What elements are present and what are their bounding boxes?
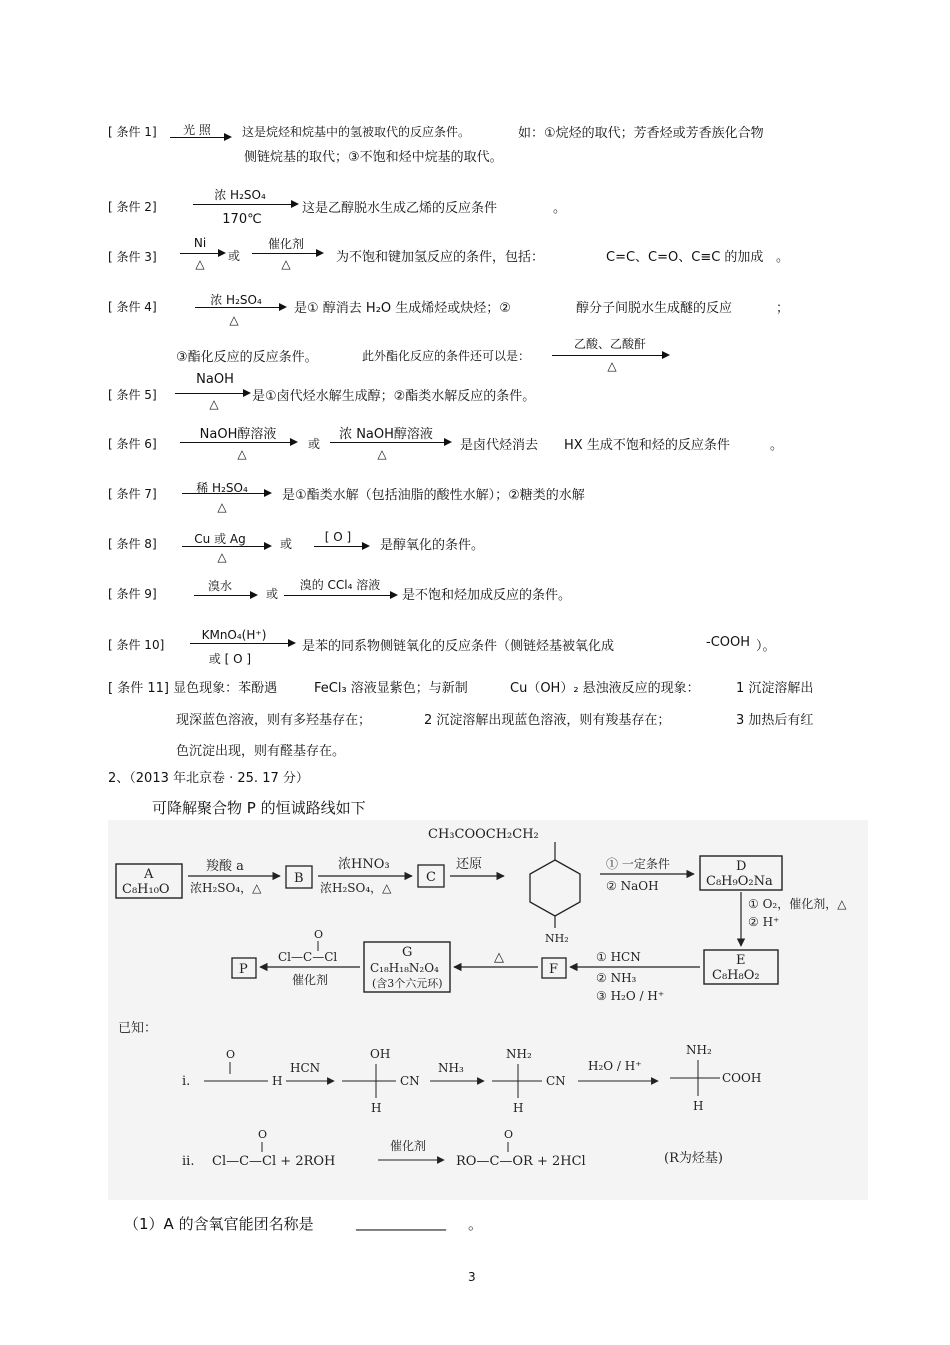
condition-4-tag: [ 条件 4] <box>108 300 157 314</box>
reaction-ii-note: (R为烃基) <box>664 1151 723 1166</box>
compound-g-formula: C₁₈H₁₈N₂O₄ <box>370 961 439 975</box>
scheme-top-formula: CH₃COOCH₂CH₂ <box>428 827 539 842</box>
reaction-i-h-3: H <box>693 1099 704 1113</box>
problem-header: 2、（2013 年北京卷 · 25. 17 分） <box>108 771 309 786</box>
condition-2-tail: 。 <box>553 201 567 216</box>
reaction-i-o: O <box>226 1048 236 1061</box>
condition-10-arrow <box>190 643 290 644</box>
reaction-i-h-1: H <box>371 1101 382 1115</box>
page-number: 3 <box>468 1270 476 1284</box>
condition-3-arrow2 <box>252 253 318 254</box>
condition-4-arrow <box>195 307 281 308</box>
reaction-i-cn-1: CN <box>400 1074 420 1088</box>
question-1-tail: 。 <box>468 1215 484 1233</box>
ring-nh2: NH₂ <box>545 932 569 945</box>
condition-6-arrow2-above: 浓 NaOH醇溶液 <box>339 427 433 442</box>
condition-11-line-2: 现深蓝色溶液，则有多羟基存在； <box>176 713 372 728</box>
condition-11-line-1b: FeCl₃ 溶液显紫色；与新制 <box>314 681 468 696</box>
g-to-p-reagent: Cl—C—Cl <box>278 950 338 964</box>
compound-f-label: F <box>549 962 559 977</box>
condition-9-arrow1 <box>194 595 252 596</box>
condition-7-arrow-above: 稀 H₂SO₄ <box>196 481 248 495</box>
reaction-i-hcn: HCN <box>290 1061 321 1075</box>
compound-g-label: G <box>402 945 413 960</box>
condition-10-tail: ）。 <box>756 639 776 654</box>
reaction-ii-label: ii. <box>182 1154 195 1169</box>
condition-2-text: 这是乙醇脱水生成乙烯的反应条件 <box>302 201 498 216</box>
compound-d-formula: C₈H₉O₂Na <box>706 874 773 889</box>
condition-10-arrow-below: 或 [ O ] <box>208 652 252 666</box>
condition-8-arrow1-above: Cu 或 Ag <box>194 532 246 546</box>
condition-3-arrow1-below: △ <box>195 257 205 271</box>
reaction-i-nh3: NH₃ <box>438 1061 464 1075</box>
condition-3-bonds: C=C、C=O、C≡C 的加成 <box>606 250 764 265</box>
condition-6-arrow1-below: △ <box>237 447 247 461</box>
reaction-i-h2o: H₂O / H⁺ <box>588 1059 642 1073</box>
condition-2-tag: [ 条件 2] <box>108 200 157 214</box>
condition-8-tag: [ 条件 8] <box>108 537 157 551</box>
condition-4-arrow-below: △ <box>229 313 239 327</box>
question-1-answer-blank[interactable]: ____________ <box>356 1213 446 1231</box>
condition-7-arrow <box>182 493 266 494</box>
g-to-p-catalyst: 催化剂 <box>292 973 329 987</box>
condition-10-tag: [ 条件 10] <box>108 638 165 652</box>
reaction-i-h: H <box>272 1074 283 1088</box>
condition-3-arrow2-below: △ <box>281 257 291 271</box>
condition-1-text-2: 侧链烷基的取代；③不饱和烃中烷基的取代。 <box>244 150 503 165</box>
compound-e-formula: C₈H₈O₂ <box>712 968 760 983</box>
reaction-i-nh2-1: NH₂ <box>506 1047 532 1061</box>
reaction-ii-right: RO—C—OR + 2HCl <box>456 1154 586 1169</box>
condition-5-arrow-above: NaOH <box>196 372 234 387</box>
compound-e-label: E <box>736 953 746 968</box>
reaction-ii-left: Cl—C—Cl + 2ROH <box>212 1154 336 1169</box>
condition-3-arrow1-above: Ni <box>193 236 207 250</box>
condition-2-arrow <box>193 204 293 205</box>
compound-g-note: (含3个六元环) <box>372 977 443 990</box>
g-to-p-oxygen: O <box>314 928 324 941</box>
question-1-text: （1）A 的含氧官能团名称是 <box>124 1215 314 1233</box>
condition-9-tag: [ 条件 9] <box>108 587 157 601</box>
condition-9-text: 是不饱和烃加成反应的条件。 <box>402 588 572 603</box>
reaction-i-h-2: H <box>513 1101 524 1115</box>
arrow1-above: 羧酸 a <box>206 859 244 874</box>
arrow3-above: 还原 <box>456 857 483 872</box>
condition-9-arrow1-above: 溴水 <box>207 579 232 593</box>
e-to-f-step-2: ② NH₃ <box>596 971 637 985</box>
condition-10-group: -COOH <box>706 635 751 650</box>
problem-intro: 可降解聚合物 P 的恒诚路线如下 <box>152 799 366 817</box>
condition-4-tail: ； <box>776 301 790 316</box>
condition-6-tag: [ 条件 6] <box>108 437 157 451</box>
arrow4-above: ① 一定条件 <box>606 857 670 871</box>
compound-p-label: P <box>239 962 248 977</box>
condition-5-text: 是①卤代烃水解生成醇；②酯类水解反应的条件。 <box>252 389 536 404</box>
condition-1-tag: [ 条件 1] <box>108 125 157 139</box>
compound-a-formula: C₈H₁₀O <box>122 882 170 897</box>
condition-4-text: 是① 醇消去 H₂O 生成烯烃或炔烃；② <box>294 301 511 316</box>
arrow1-below: 浓H₂SO₄，△ <box>190 881 262 895</box>
reaction-ii-o-2: O <box>504 1128 514 1141</box>
condition-7-arrow-below: △ <box>217 500 227 514</box>
reaction-i-cn-2: CN <box>546 1074 566 1088</box>
reaction-i-nh2-2: NH₂ <box>686 1043 712 1057</box>
condition-11-line-1c: Cu（OH）₂ 悬浊液反应的现象： <box>510 681 700 696</box>
condition-5-arrow <box>175 393 245 394</box>
compound-a-label: A <box>144 867 154 882</box>
condition-5-arrow-below: △ <box>209 397 219 411</box>
condition-1-arrow <box>170 137 226 138</box>
arrow2-above: 浓HNO₃ <box>338 857 390 872</box>
condition-5-tag: [ 条件 5] <box>108 388 157 402</box>
condition-4-text-3: 此外酯化反应的条件还可以是： <box>362 349 531 363</box>
condition-1-arrow-label: 光 照 <box>183 123 211 137</box>
condition-6-arrow1 <box>180 442 292 443</box>
condition-8-arrow1-below: △ <box>217 550 227 564</box>
condition-11-line-1d: 1 沉淀溶解出 <box>736 681 814 696</box>
condition-6-text: 是卤代烃消去 <box>460 438 539 453</box>
reaction-ii-catalyst: 催化剂 <box>390 1139 427 1153</box>
e-to-f-step-1: ① HCN <box>596 950 641 964</box>
condition-4-text-2: ③酯化反应的反应条件。 <box>176 350 318 365</box>
compound-c-label: C <box>426 870 436 885</box>
arrow2-below: 浓H₂SO₄，△ <box>320 881 392 895</box>
condition-1-text: 这是烷烃和烷基中的氢被取代的反应条件。 <box>242 125 471 139</box>
condition-6-arrow2 <box>330 442 446 443</box>
condition-8-arrow1 <box>182 546 266 547</box>
condition-8-text: 是醇氧化的条件。 <box>380 538 485 553</box>
condition-3-arrow1 <box>180 253 220 254</box>
condition-7-tag: [ 条件 7] <box>108 487 157 501</box>
known-label: 已知： <box>118 1021 158 1036</box>
condition-1-examples: 如：①烷烃的取代；芳香烃或芳香族化合物 <box>518 126 764 141</box>
condition-4-arrow-above: 浓 H₂SO₄ <box>210 293 262 307</box>
condition-6-tail: 。 <box>770 438 784 453</box>
condition-2-arrow-below: 170℃ <box>222 212 262 227</box>
f-to-g-heat: △ <box>494 950 504 965</box>
condition-6-text-b: HX 生成不饱和烃的反应条件 <box>564 438 730 453</box>
condition-9-arrow2-above: 溴的 CCl₄ 溶液 <box>299 578 381 592</box>
reaction-i-label: i. <box>182 1074 191 1089</box>
condition-8-arrow2-above: [ O ] <box>324 530 352 544</box>
condition-9-arrow2 <box>284 595 392 596</box>
condition-3-tag: [ 条件 3] <box>108 250 157 264</box>
d-to-e-step-2: ② H⁺ <box>748 915 780 929</box>
reaction-i-cooh: COOH <box>722 1071 762 1085</box>
synthesis-scheme <box>108 820 868 1200</box>
condition-7-text: 是①酯类水解（包括油脂的酸性水解）；②糖类的水解 <box>282 488 585 503</box>
condition-3-tail: 。 <box>776 250 790 265</box>
arrow4-below: ② NaOH <box>606 879 659 893</box>
d-to-e-step-1: ① O₂，催化剂，△ <box>748 897 847 911</box>
compound-b-label: B <box>294 871 304 886</box>
condition-2-arrow-above: 浓 H₂SO₄ <box>214 188 266 202</box>
condition-4-arrow2-below: △ <box>607 359 617 373</box>
condition-11-line-1: [ 条件 11] 显色现象：苯酚遇 <box>108 681 278 696</box>
condition-4-arrow2 <box>552 355 664 356</box>
condition-9-or: 或 <box>266 587 279 601</box>
compound-d-label: D <box>736 859 747 874</box>
reaction-ii-o-1: O <box>258 1128 268 1141</box>
condition-10-text: 是苯的同系物侧链氧化的反应条件（侧链烃基被氧化成 <box>302 639 615 654</box>
condition-8-arrow2 <box>314 546 364 547</box>
condition-6-or: 或 <box>308 437 321 451</box>
condition-11-line-2c: 3 加热后有红 <box>736 713 814 728</box>
e-to-f-step-3: ③ H₂O / H⁺ <box>596 989 665 1003</box>
condition-3-text: 为不饱和键加氢反应的条件，包括： <box>336 250 545 265</box>
condition-4-ether: 醇分子间脱水生成醚的反应 <box>576 301 733 316</box>
condition-6-arrow1-above: NaOH醇溶液 <box>199 427 277 442</box>
reaction-i-oh: OH <box>370 1047 391 1061</box>
condition-8-or: 或 <box>280 537 293 551</box>
condition-6-arrow2-below: △ <box>377 447 387 461</box>
condition-3-arrow2-above: 催化剂 <box>267 237 304 251</box>
condition-4-arrow2-above: 乙酸、乙酸酐 <box>573 337 646 351</box>
condition-11-line-3: 色沉淀出现，则有醛基存在。 <box>176 744 346 759</box>
condition-10-arrow-above: KMnO₄(H⁺) <box>201 628 267 642</box>
condition-11-line-2b: 2 沉淀溶解出现蓝色溶液，则有羧基存在； <box>424 713 671 728</box>
condition-3-or: 或 <box>228 249 241 263</box>
